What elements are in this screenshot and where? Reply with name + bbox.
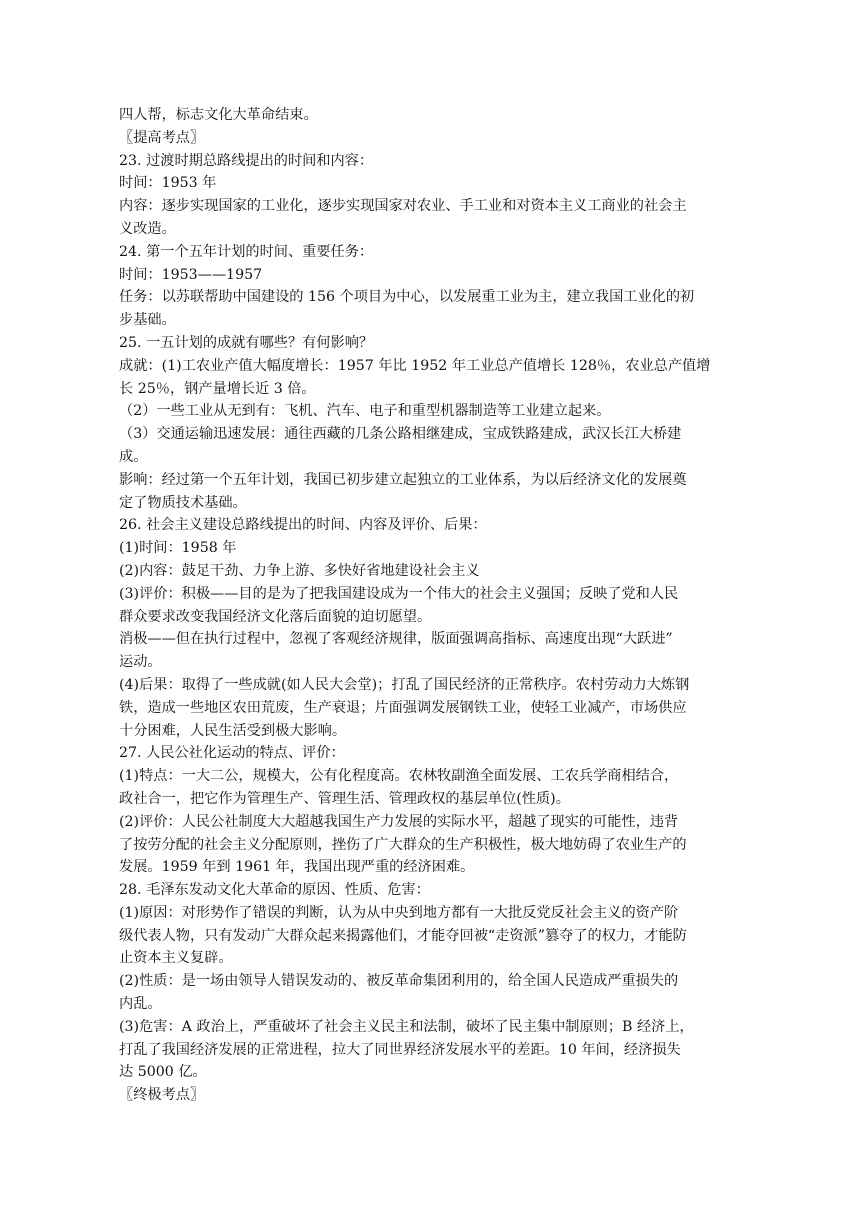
text-line: (2)性质：是一场由领导人错误发动的、被反革命集团利用的，给全国人民造成严重损失的 (119, 973, 679, 990)
text-line: 步基础。 (119, 312, 176, 329)
document-page (119, 104, 749, 1107)
question-heading: 27. 人民公社化运动的特点、评价： (119, 745, 345, 762)
text-line: 内乱。 (119, 996, 162, 1013)
text-line: （2）一些工业从无到有：飞机、汽车、电子和重型机器制造等工业建立起来。 (119, 403, 611, 420)
text-line: (3)危害：A 政治上，严重破坏了社会主义民主和法制，破坏了民主集中制原则；B 经济上， (119, 1018, 694, 1035)
question-heading: 28. 毛泽东发动文化大革命的原因、性质、危害： (119, 882, 430, 899)
text-line: 发展。1959 年到 1961 年，我国出现严重的经济困难。 (119, 859, 475, 876)
text-line: （3）交通运输迅速发展：通往西藏的几条公路相继建成，宝成铁路建成，武汉长江大桥建 (119, 426, 682, 443)
question-heading: 26. 社会主义建设总路线提出的时间、内容及评价、后果： (119, 517, 487, 534)
text-line: 义改造。 (119, 220, 176, 237)
text-line: (2)评价：人民公社制度大大超越我国生产力发展的实际水平，超越了现实的可能性，违背 (119, 813, 679, 830)
text-line: 铁，造成一些地区农田荒废，生产衰退；片面强调发展钢铁工业，使轻工业减产，市场供应 (119, 699, 687, 716)
text-line: 止资本主义复辟。 (119, 950, 233, 967)
text-line: (1)原因：对形势作了错误的判断，认为从中央到地方都有一大批反党反社会主义的资产阶 (119, 904, 679, 921)
question-heading: 24. 第一个五年计划的时间、重要任务： (119, 243, 374, 260)
text-line: (2)内容：鼓足干劲、力争上游、多快好省地建设社会主义 (119, 562, 480, 579)
text-line: 打乱了我国经济发展的正常进程，拉大了同世界经济发展水平的差距。10 年间，经济损失 (119, 1041, 681, 1058)
text-line: 了按劳分配的社会主义分配原则，挫伤了广大群众的生产积极性，极大地妨碍了农业生产的 (119, 836, 687, 853)
text-line: 消极——但在执行过程中，忽视了客观经济规律，版面强调高指标、高速度出现“大跃进” (119, 631, 673, 648)
text-line: 长 25％，钢产量增长近 3 倍。 (119, 380, 316, 397)
text-line: 运动。 (119, 654, 162, 671)
text-line: 政社合一，把它作为管理生产、管理生活、管理政权的基层单位(性质)。 (119, 790, 570, 807)
text-line: 定了物质技术基础。 (119, 494, 247, 511)
section-heading: 〖提高考点〗 (119, 129, 205, 146)
text-line: 成。 (119, 448, 148, 465)
text-line: (1)时间：1958 年 (119, 540, 237, 557)
text-line: 群众要求改变我国经济文化落后面貌的迫切愿望。 (119, 608, 432, 625)
text-line: 时间：1953 年 (119, 175, 217, 192)
text-line: (4)后果：取得了一些成就(如人民大会堂)；打乱了国民经济的正常秩序。农村劳动力大炼钢 (119, 676, 690, 693)
text-line: 时间：1953——1957 (119, 266, 263, 283)
text-line: (3)评价：积极——目的是为了把我国建设成为一个伟大的社会主义强国；反映了党和人民 (119, 585, 679, 602)
text-line: (1)特点：一大二公，规模大，公有化程度高。农林牧副渔全面发展、工农兵学商相结合， (119, 768, 679, 785)
text-line: 任务：以苏联帮助中国建设的 156 个项目为中心，以发展重工业为主，建立我国工业化的初 (119, 289, 695, 306)
question-heading: 23. 过渡时期总路线提出的时间和内容： (119, 152, 374, 169)
text-line: 级代表人物，只有发动广大群众起来揭露他们，才能夺回被“走资派”篡夺了的权力，才能防 (119, 927, 687, 944)
text-line: 影响：经过第一个五年计划，我国已初步建立起独立的工业体系，为以后经济文化的发展奠 (119, 471, 687, 488)
question-heading: 25. 一五计划的成就有哪些？有何影响？ (119, 334, 374, 351)
text-line: 内容：逐步实现国家的工业化，逐步实现国家对农业、手工业和对资本主义工商业的社会主 (119, 198, 687, 215)
text-line: 达 5000 亿。 (119, 1064, 207, 1081)
text-line: 成就：(1)工农业产值大幅度增长：1957 年比 1952 年工业总产值增长 128％，农业总产值增 (119, 357, 711, 374)
text-line: 十分困难，人民生活受到极大影响。 (119, 722, 347, 739)
section-heading: 〖终极考点〗 (119, 1087, 205, 1104)
text-line: 四人帮，标志文化大革命结束。 (119, 107, 318, 123)
